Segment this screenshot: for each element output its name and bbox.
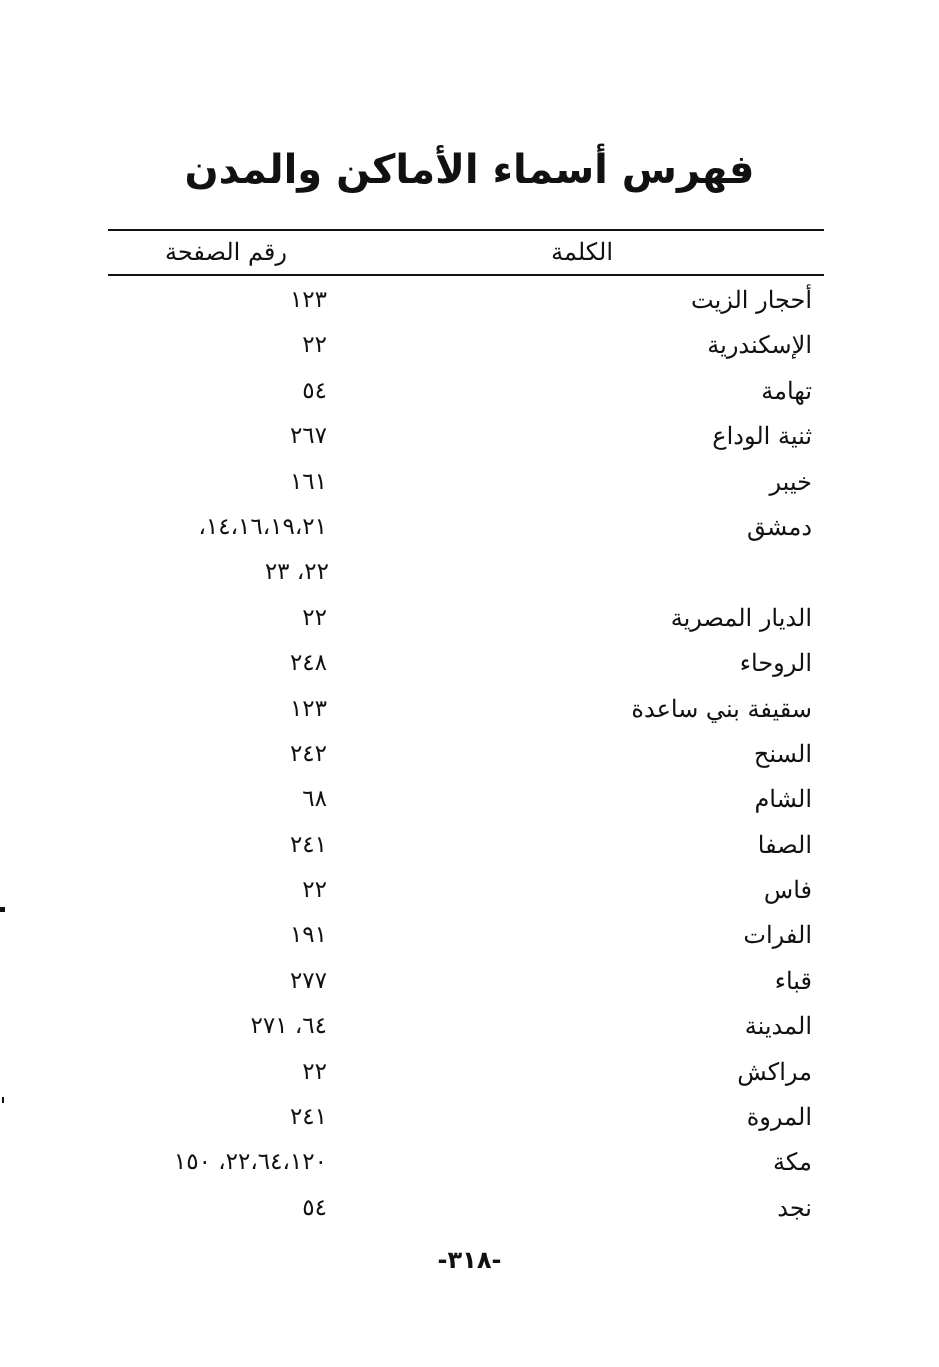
- index-row: [0, 1186, 939, 1231]
- page-number: -٣١٨-: [437, 1246, 502, 1274]
- index-row: [0, 596, 939, 641]
- index-term: سقيفة بني ساعدة: [631, 694, 812, 723]
- index-term: مراكش: [737, 1057, 812, 1086]
- index-pages: ٢٤٢: [289, 740, 327, 767]
- scan-mark: [0, 907, 5, 912]
- index-row: [0, 687, 939, 732]
- index-pages: ٢٢: [302, 877, 327, 904]
- index-row: [0, 823, 939, 868]
- index-term: السنح: [753, 739, 812, 768]
- index-term: مكة: [773, 1148, 812, 1177]
- index-term: خيبر: [769, 467, 812, 496]
- index-term: الصفا: [757, 830, 812, 859]
- index-pages: ١٢٣: [289, 287, 327, 313]
- index-pages: ٢٤١: [289, 831, 327, 858]
- column-header-page-number: رقم الصفحة: [165, 238, 287, 266]
- index-pages: ٥٤: [302, 1194, 327, 1221]
- index-pages: ٢٢: [302, 332, 327, 359]
- index-pages: ٦٨: [302, 786, 327, 813]
- index-pages: ٢٧٧: [289, 967, 327, 994]
- index-pages: ١٤،١٦،١٩،٢١،: [198, 513, 327, 540]
- index-row: [0, 641, 939, 686]
- index-term: نجد: [777, 1193, 812, 1222]
- index-pages: ١٦١: [289, 468, 327, 495]
- index-pages: ١٢٣: [289, 695, 327, 722]
- index-row: [0, 1140, 939, 1185]
- index-row: [0, 369, 939, 414]
- index-row: [0, 505, 939, 550]
- column-header-word: الكلمة: [551, 238, 613, 266]
- index-row: [0, 1004, 939, 1049]
- index-row: [0, 913, 939, 958]
- index-term: الإسكندرية: [707, 331, 812, 360]
- index-term: المدينة: [744, 1012, 812, 1041]
- index-row: [0, 460, 939, 505]
- index-term: الروحاء: [739, 649, 812, 678]
- index-row: [0, 868, 939, 913]
- scan-mark: [2, 1097, 4, 1103]
- index-list: [0, 278, 939, 1231]
- index-term: تهامة: [761, 376, 812, 405]
- index-pages: ٦٤، ٢٧١: [250, 1013, 327, 1040]
- index-pages: ٢٢، ٢٣: [264, 559, 329, 586]
- index-term: فاس: [763, 876, 812, 905]
- index-row: [0, 1095, 939, 1140]
- index-row: [0, 1050, 939, 1095]
- index-pages: ٢٦٧: [289, 423, 327, 450]
- table-header-rule: [108, 274, 824, 276]
- index-term: الفرات: [743, 921, 812, 950]
- index-row: [0, 777, 939, 822]
- index-pages: ١٩١: [289, 922, 327, 949]
- index-pages: ٢٢: [302, 604, 327, 631]
- index-pages: ٥٤: [302, 377, 327, 404]
- index-row-continuation: [0, 550, 939, 595]
- table-top-rule: [108, 229, 824, 231]
- index-term: الديار المصرية: [670, 603, 812, 632]
- index-term: الشام: [754, 785, 812, 814]
- index-term: قباء: [774, 966, 812, 995]
- index-row: [0, 323, 939, 368]
- index-term: المروة: [746, 1103, 812, 1132]
- index-row: [0, 959, 939, 1004]
- index-row: [0, 414, 939, 459]
- index-row: [0, 278, 939, 323]
- index-term: أحجار الزيت: [691, 286, 812, 314]
- page-title: فهرس أسماء الأماكن والمدن: [184, 147, 755, 193]
- index-pages: ٢٤١: [289, 1104, 327, 1131]
- index-pages: ٢٢،٦٤،١٢٠، ١٥٠: [173, 1149, 327, 1176]
- index-term: دمشق: [747, 512, 812, 541]
- index-pages: ٢٢: [302, 1058, 327, 1085]
- index-term: ثنية الوداع: [712, 422, 812, 451]
- index-row: [0, 732, 939, 777]
- index-pages: ٢٤٨: [289, 650, 327, 677]
